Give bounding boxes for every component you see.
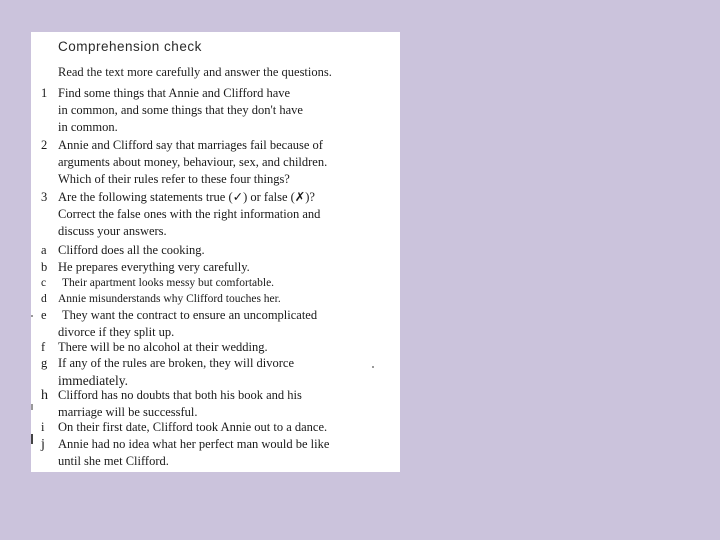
statement-line: There will be no alcohol at their wedding. xyxy=(58,340,268,354)
question-line: Are the following statements true (✓) or false (✗)? xyxy=(58,190,315,204)
statement-letter: c xyxy=(41,277,47,289)
scan-mark xyxy=(372,366,374,368)
section-title: Comprehension check xyxy=(58,39,202,54)
statement-letter: e xyxy=(41,308,47,322)
statement-line: He prepares everything very carefully. xyxy=(58,260,250,274)
statement-letter: i xyxy=(41,420,45,434)
statement-line: immediately. xyxy=(58,373,128,388)
question-number: 2 xyxy=(41,138,48,152)
question-line: Annie and Clifford say that marriages fail because of xyxy=(58,138,323,152)
statement-line: Their apartment looks messy but comfortable. xyxy=(62,277,275,289)
statement-letter: j xyxy=(41,437,45,452)
statement-line: On their first date, Clifford took Annie out to a dance. xyxy=(58,420,328,434)
statement-letter: h xyxy=(41,388,48,403)
question-line: Correct the false ones with the right information and xyxy=(58,207,321,221)
question-line: Which of their rules refer to these four things? xyxy=(58,172,290,186)
statement-line: Annie misunderstands why Clifford touches her. xyxy=(58,293,281,305)
worksheet-page xyxy=(31,32,400,472)
statement-line: If any of the rules are broken, they will divorce xyxy=(58,356,295,370)
question-line: Find some things that Annie and Clifford have xyxy=(58,86,291,100)
question-line: arguments about money, behaviour, sex, and children. xyxy=(58,155,328,169)
statement-line: Annie had no idea what her perfect man would be like xyxy=(58,437,330,451)
statement-line: They want the contract to ensure an uncomplicated xyxy=(62,308,318,322)
question-line: discuss your answers. xyxy=(58,224,167,238)
statement-letter: f xyxy=(41,340,46,354)
question-number: 1 xyxy=(41,86,48,100)
instructions: Read the text more carefully and answer the questions. xyxy=(58,65,332,79)
scan-mark xyxy=(31,315,33,317)
scan-mark xyxy=(31,434,33,444)
scan-mark xyxy=(31,404,33,410)
statement-line: divorce if they split up. xyxy=(58,325,175,339)
statement-letter: g xyxy=(41,356,48,370)
statement-line: Clifford does all the cooking. xyxy=(58,243,205,257)
statement-line: until she met Clifford. xyxy=(58,454,169,468)
question-line: in common, and some things that they don't have xyxy=(58,103,303,117)
statement-letter: a xyxy=(41,243,47,257)
statement-line: marriage will be successful. xyxy=(58,405,198,419)
question-line: in common. xyxy=(58,120,118,134)
statement-line: Clifford has no doubts that both his book and his xyxy=(58,388,302,402)
question-number: 3 xyxy=(41,190,48,204)
statement-letter: d xyxy=(41,293,47,305)
statement-letter: b xyxy=(41,260,48,274)
